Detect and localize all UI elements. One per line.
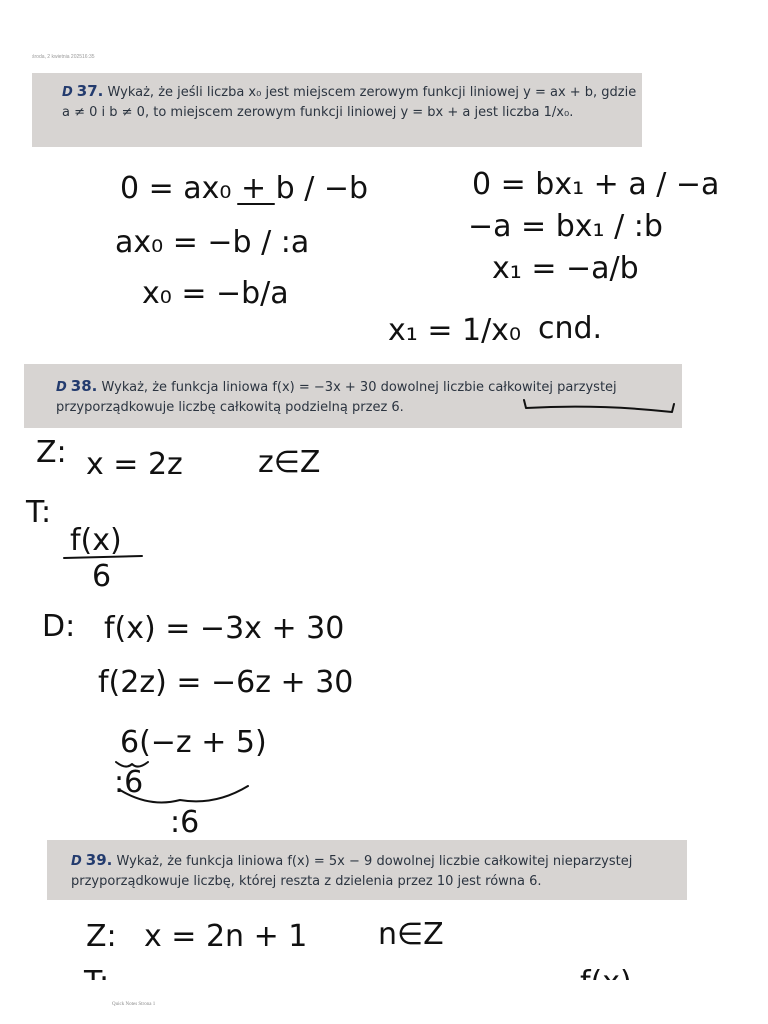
task-39-line2: przyporządkowuje liczbę, której reszta z dzielenia przez 10 jest równa 6.	[71, 874, 542, 889]
note-37-conclusion: x₁ = 1/x₀	[388, 313, 521, 348]
task-39-number: 39.	[85, 851, 113, 869]
task-38-number: 38.	[70, 377, 98, 395]
note-38-d4: :6	[114, 765, 144, 800]
note-38-bracket	[524, 400, 674, 412]
note-37-right1: 0 = bx₁ + a / −a	[472, 167, 720, 202]
task-39-label: D	[71, 854, 82, 869]
task-39-line1: Wykaż, że funkcja liniowa f(x) = 5x − 9 dowolnej liczbie całkowitej nieparzystej	[116, 854, 633, 869]
note-39-z-label: Z:	[86, 919, 117, 954]
task-37-line2: a ≠ 0 i b ≠ 0, to miejscem zerowym funkcji liniowej y = bx + a jest liczba 1/x₀.	[62, 105, 574, 120]
note-37-cnd: cnd.	[538, 311, 603, 346]
note-time: 16:35	[82, 54, 95, 60]
note-39-t-label: T:	[84, 965, 110, 1000]
note-37-left1: 0 = ax₀ + b / −b	[120, 171, 369, 206]
note-38-z-label: Z:	[36, 435, 67, 470]
note-37-right3: x₁ = −a/b	[492, 251, 639, 286]
note-37-right2: −a = bx₁ / :b	[468, 209, 663, 244]
note-38-t-label: T:	[26, 495, 52, 530]
note-38-d1: f(x) = −3x + 30	[104, 611, 345, 646]
task-37-label: D	[62, 85, 73, 100]
page-footer: Quick Notes Strona 1	[112, 1002, 156, 1007]
note-38-t-den: 6	[92, 559, 112, 594]
note-38-d2: f(2z) = −6z + 30	[98, 665, 354, 700]
note-38-z-set: z∈Z	[258, 445, 321, 480]
task-38-line2: przyporządkowuje liczbę całkowitą podzielną przez 6.	[56, 400, 404, 415]
note-39-z-expr: x = 2n + 1	[144, 919, 308, 954]
note-39-z-set: n∈Z	[378, 917, 444, 952]
note-37-left2: ax₀ = −b / :a	[115, 225, 310, 260]
note-37-left3: x₀ = −b/a	[142, 276, 289, 311]
note-38-d5: :6	[170, 805, 200, 840]
note-38-t-num: f(x)	[70, 523, 122, 558]
task-38-label: D	[56, 380, 67, 395]
task-37-line1: Wykaż, że jeśli liczba x₀ jest miejscem zerowym funkcji liniowej y = ax + b, gdzie	[107, 85, 637, 100]
note-date: środa, 2 kwietnia 2025	[32, 54, 83, 60]
note-39-t-partial: f(x)	[580, 965, 632, 1000]
note-38-d3: 6(−z + 5)	[120, 725, 267, 760]
note-38-z-expr: x = 2z	[86, 447, 183, 482]
task-37-number: 37.	[76, 82, 104, 100]
note-38-d-label: D:	[42, 609, 76, 644]
task-38-line1: Wykaż, że funkcja liniowa f(x) = −3x + 30 dowolnej liczbie całkowitej parzystej	[101, 380, 617, 395]
